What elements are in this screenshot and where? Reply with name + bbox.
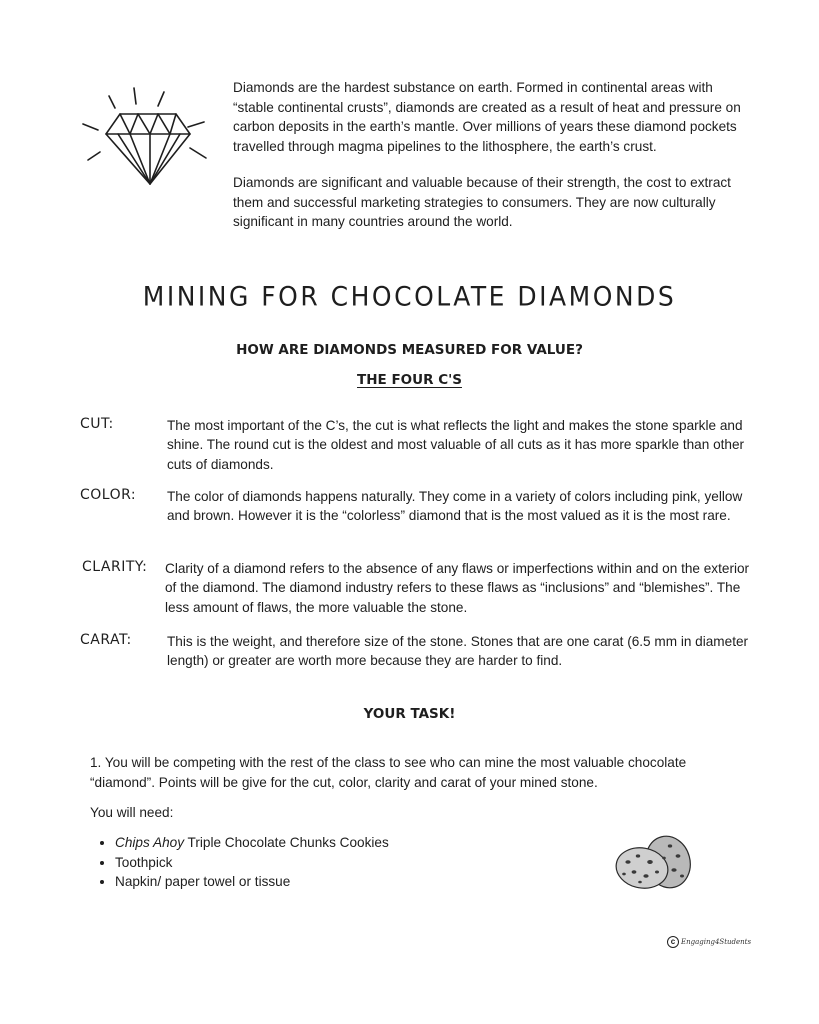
task-instructions: 1. You will be competing with the rest of the class to see who can mine the most valuable chocolate “diamond”. Points will be give for the cut, color, clarity and carat of your mined stone. [90,755,687,790]
credit-name: Engaging4Students [681,938,752,946]
color-term: COLOR: [80,487,137,503]
color-row [80,487,750,547]
carat-term: CARAT: [80,632,132,648]
intro-section [233,78,753,249]
list-item [115,853,389,873]
page-title: MINING FOR CHOCOLATE DIAMONDS [142,281,677,312]
intro-paragraph-1: Diamonds are the hardest substance on earth. Formed in continental areas with “stable continental crusts”, diamonds are created as a result of heat and pressure on carbon deposits in the earth’s mantle. Over millions of years these diamond pockets travelled through magma pipelines to the lithosphere, the earth’s crust. [233,80,741,154]
copyright-credit [667,934,751,950]
clarity-description: Clarity of a diamond refers to the absence of any flaws or imperfections within and on the exterior of the diamond. The diamond industry refers to these flaws as “inclusions” and “blemishes”. The less amount of flaws, the more valuable the stone. [165,561,750,615]
item-text: Triple Chocolate Chunks Cookies [184,835,389,850]
clarity-row [80,559,750,619]
four-cs-heading: THE FOUR C'S [357,372,462,388]
supplies-label: You will need: [90,805,174,820]
list-item [115,872,389,892]
section-subtitle: HOW ARE DIAMONDS MEASURED FOR VALUE? [236,342,583,358]
cut-term: CUT: [80,416,114,432]
task-heading: YOUR TASK! [363,706,456,722]
carat-description: This is the weight, and therefore size of the stone. Stones that are one carat (6.5 mm in diameter length) or greater are worth more because they are harder to find. [167,634,749,669]
cut-description: The most important of the C’s, the cut is what reflects the light and makes the stone sparkle and shine. The round cut is the oldest and most valuable of all cuts as it has more sparkle than other cuts of diamonds. [167,418,745,472]
item-text: Napkin/ paper towel or tissue [115,874,291,889]
intro-paragraph-2: Diamonds are significant and valuable because of their strength, the cost to extract them and successful marketing strategies to consumers. They are now culturally significant in many countries around the world. [233,175,731,229]
cookies-icon [612,832,694,894]
clarity-term: CLARITY: [82,559,148,575]
item-text: Toothpick [115,854,173,870]
color-description: The color of diamonds happens naturally. They come in a variety of colors including pink, yellow and brown. However it is the “colorless” diamond that is the most valued as it is the most rare. [167,489,743,524]
brand-name: Chips Ahoy [115,835,185,850]
supplies-list [98,833,389,892]
carat-row [80,632,750,674]
copyright-icon: c [667,936,679,948]
cut-row [80,416,750,476]
diamond-icon [78,82,218,192]
list-item [115,833,389,853]
